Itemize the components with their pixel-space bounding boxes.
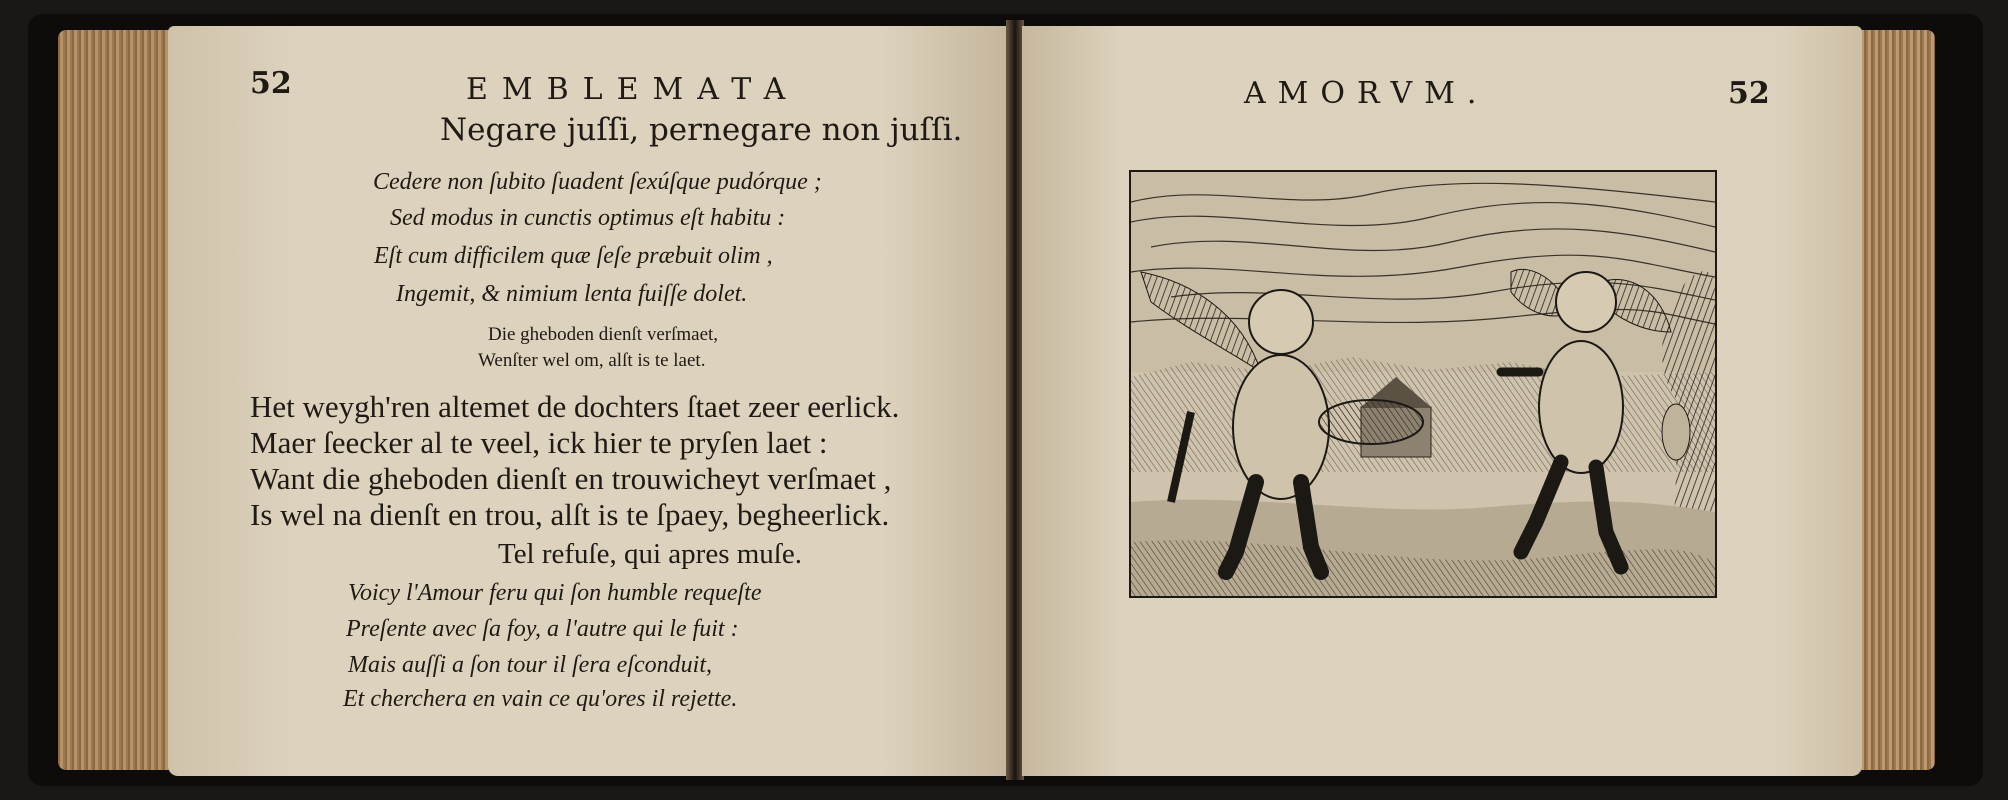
cupid-right-body: [1539, 341, 1623, 473]
left-page-number: 52: [250, 66, 292, 101]
latin-line: Cedere non ſubito ſuadent ſexúſque pudórque ;: [373, 169, 822, 195]
dutch-line: Het weygh'ren altemet de dochters ſtaet zeer eerlick.: [250, 389, 900, 424]
right-running-head: AMORVM.: [1244, 76, 1489, 111]
right-page: [1022, 26, 1862, 776]
french-line: Mais auſſi a ſon tour il ſera eſconduit,: [348, 652, 712, 678]
emblem-engraving: [1129, 170, 1717, 598]
dutch-line: Maer ſeecker al te veel, ick hier te pryſen laet :: [250, 425, 828, 460]
latin-line: Eſt cum difficilem quæ ſeſe præbuit olim ,: [374, 243, 773, 269]
engraving-illustration: [1131, 172, 1715, 596]
french-line: Et cherchera en vain ce qu'ores il rejette.: [343, 686, 738, 712]
page-edges-left: [58, 30, 178, 770]
cupid-left-head: [1249, 290, 1313, 354]
latin-line: Ingemit, & nimium lenta fuiſſe dolet.: [396, 281, 748, 307]
background-figure: [1662, 404, 1690, 460]
couplet-line: Die gheboden dienſt verſmaet,: [488, 324, 719, 345]
basket: [1319, 400, 1423, 444]
cupid-left-body: [1233, 355, 1329, 499]
dutch-line: Is wel na dienſt en trou, alſt is te ſpaey, begheerlick.: [250, 497, 890, 532]
french-title: Tel refuſe, qui apres muſe.: [498, 538, 802, 570]
emblem-motto: Negare juſſi, pernegare non juſſi.: [440, 112, 963, 148]
cupid-right-head: [1556, 272, 1616, 332]
right-page-number: 52: [1728, 76, 1770, 111]
couplet-line: Wenſter wel om, alſt is te laet.: [478, 350, 706, 371]
left-page: [168, 26, 1008, 776]
dutch-line: Want die gheboden dienſt en trouwicheyt verſmaet ,: [250, 461, 892, 496]
french-line: Preſente avec ſa foy, a l'autre qui le fuit :: [346, 616, 739, 642]
french-line: Voicy l'Amour feru qui ſon humble requeſte: [348, 580, 762, 606]
left-running-head: EMBLEMATA: [466, 72, 800, 107]
latin-line: Sed modus in cunctis optimus eſt habitu :: [390, 205, 786, 231]
